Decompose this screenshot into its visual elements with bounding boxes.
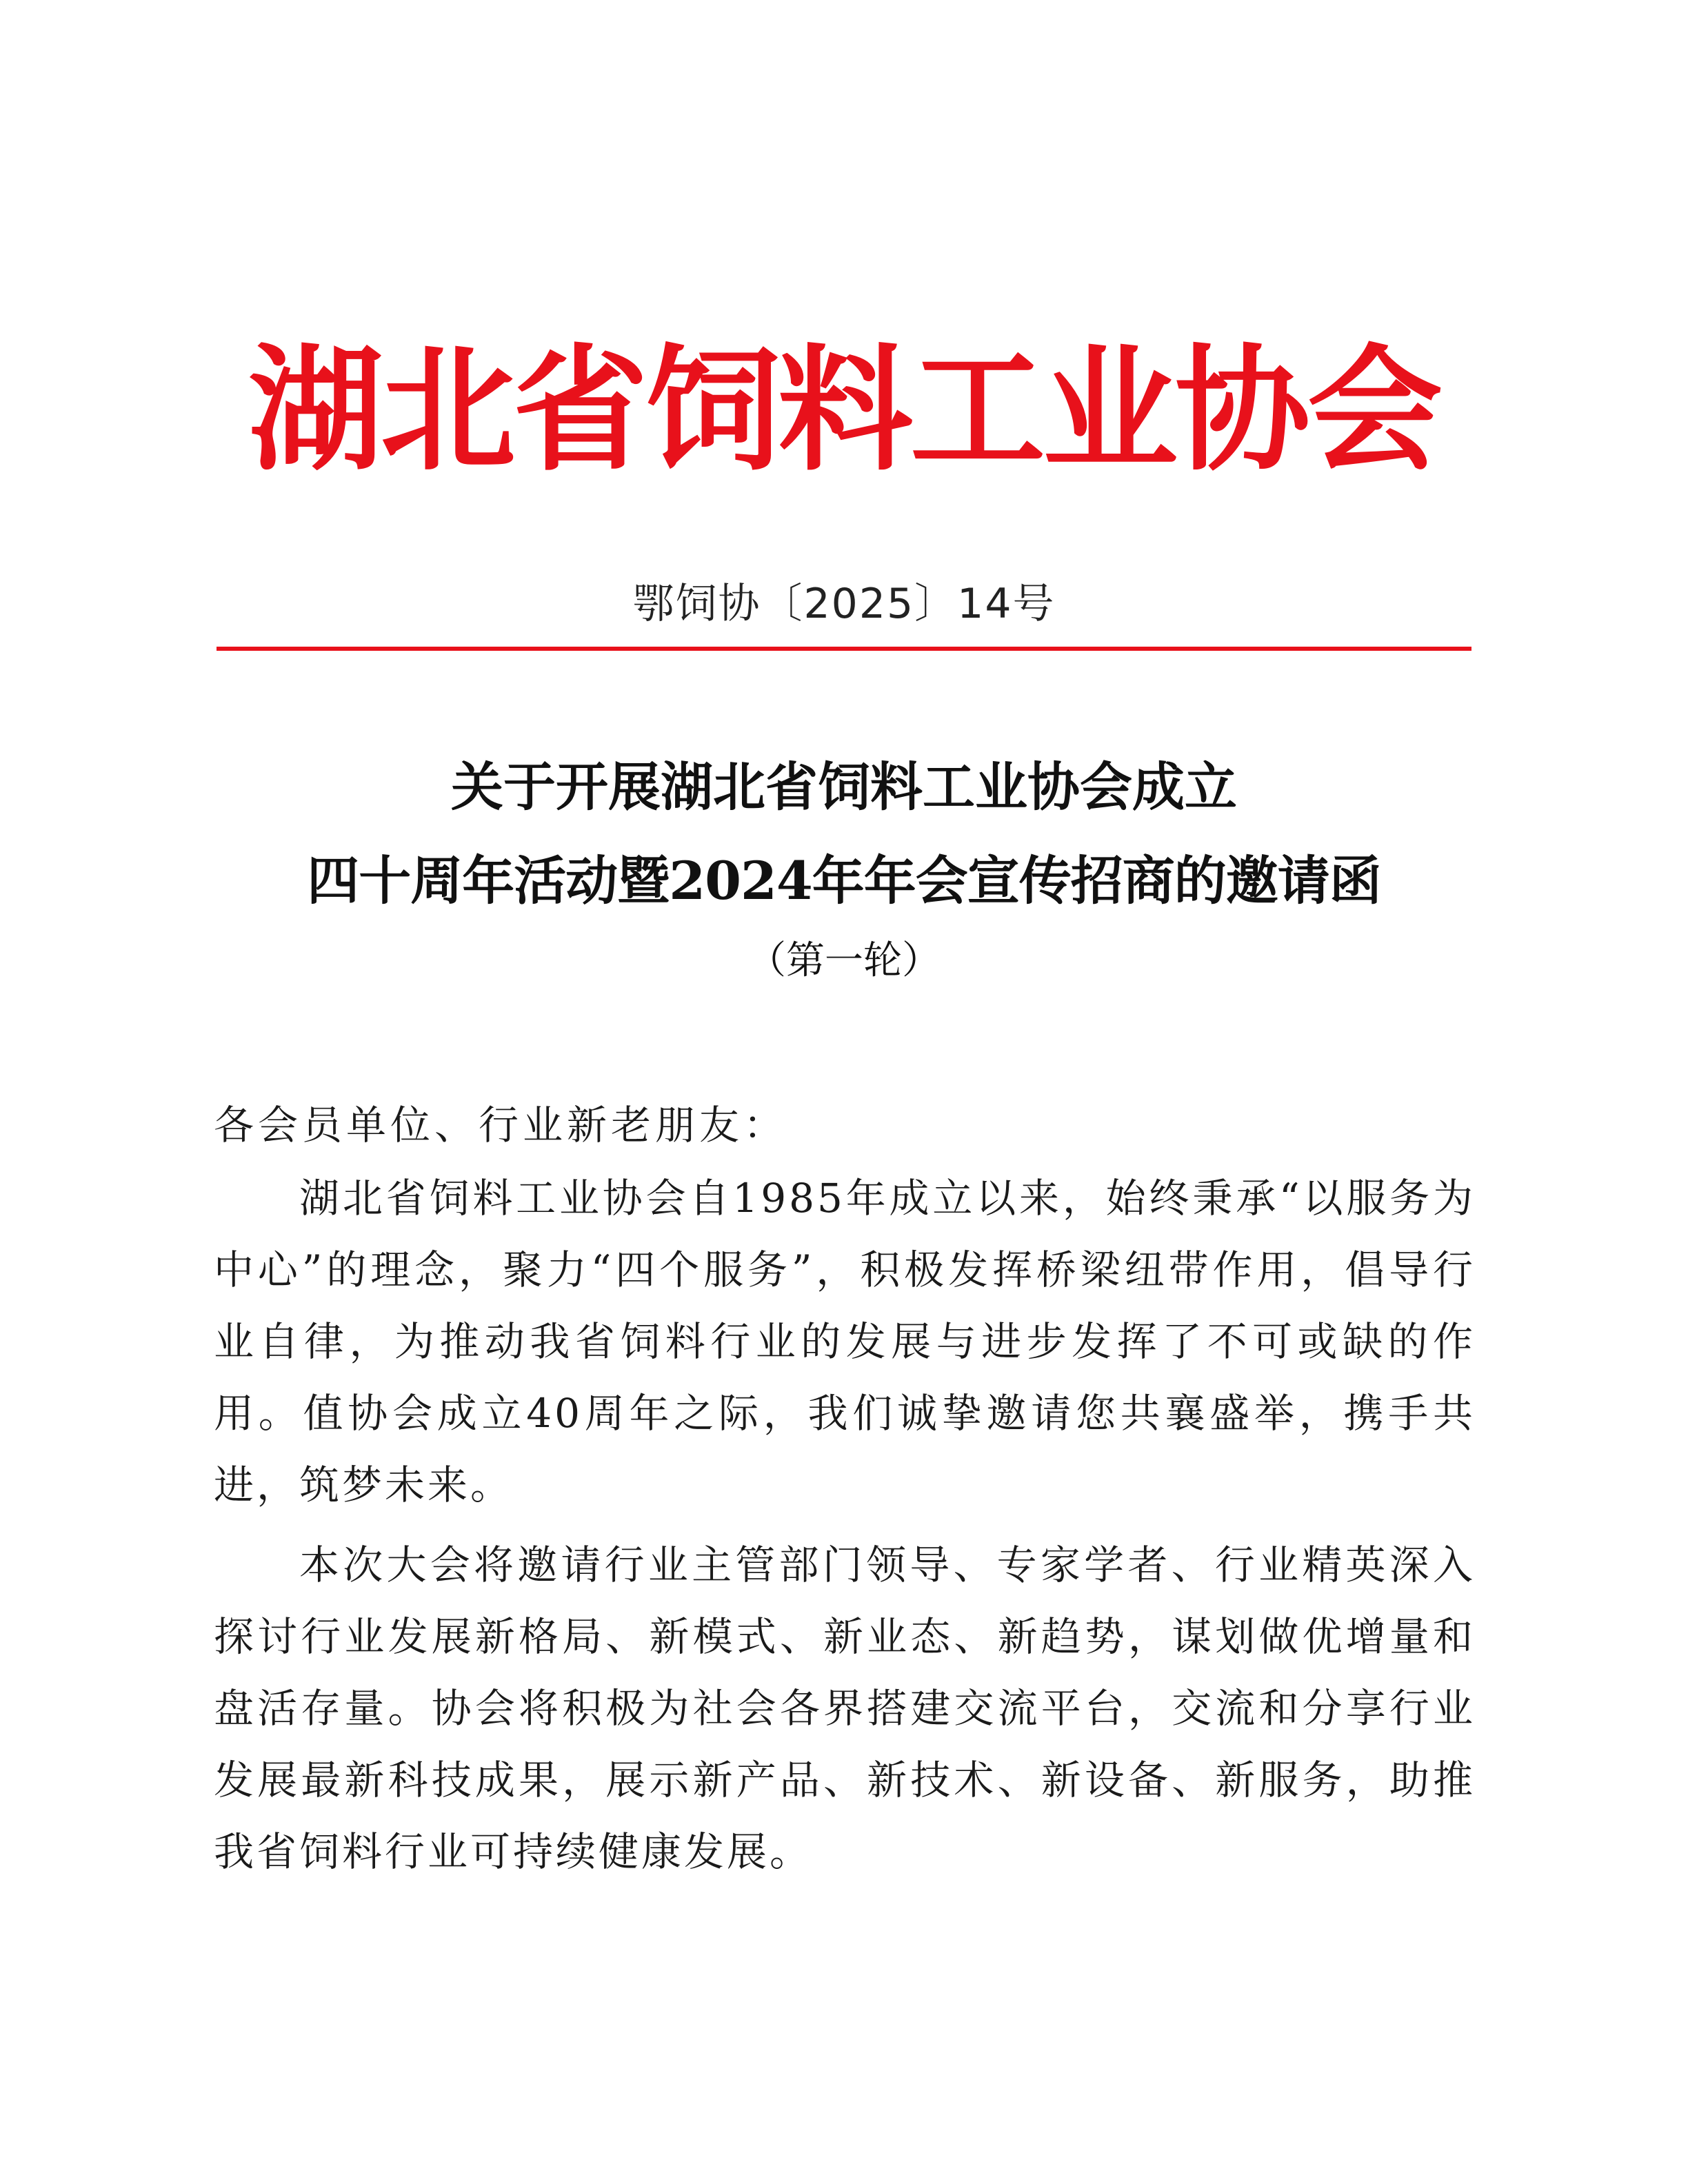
document-number: 鄂饲协〔2025〕14号 (632, 580, 1056, 628)
document-title-line-1: 关于开展湖北省饲料工业协会成立 (451, 756, 1237, 818)
document-round: （第一轮） (747, 938, 941, 983)
body-paragraph-2: 本次大会将邀请行业主管部门领导、专家学者、行业精英深入探讨行业发展新格局、新模式、新业态、新趋势，谋划做优增量和盘活存量。协会将积极为社会各界搭建交流平台，交流和分享行业发展最新科技成果，展示新产品、新技术、新设备、新服务，助推我省饲料行业可持续健康发展。 (214, 1541, 1476, 1875)
letterhead-divider (217, 647, 1471, 651)
document-title-line-2: 四十周年活动暨2024年年会宣传招商的邀请函 (307, 850, 1381, 911)
salutation: 各会员单位、行业新老朋友： (214, 1102, 788, 1149)
organization-letterhead: 湖北省饲料工业协会 (248, 331, 1440, 489)
body-paragraph-1: 湖北省饲料工业协会自1985年成立以来，始终秉承“以服务为中心”的理念，聚力“四个服务”，积极发挥桥梁纽带作用，倡导行业自律，为推动我省饲料行业的发展与进步发挥了不可或缺的作用。值协会成立40周年之际，我们诚挚邀请您共襄盛举，携手共进，筑梦未来。 (214, 1175, 1476, 1508)
